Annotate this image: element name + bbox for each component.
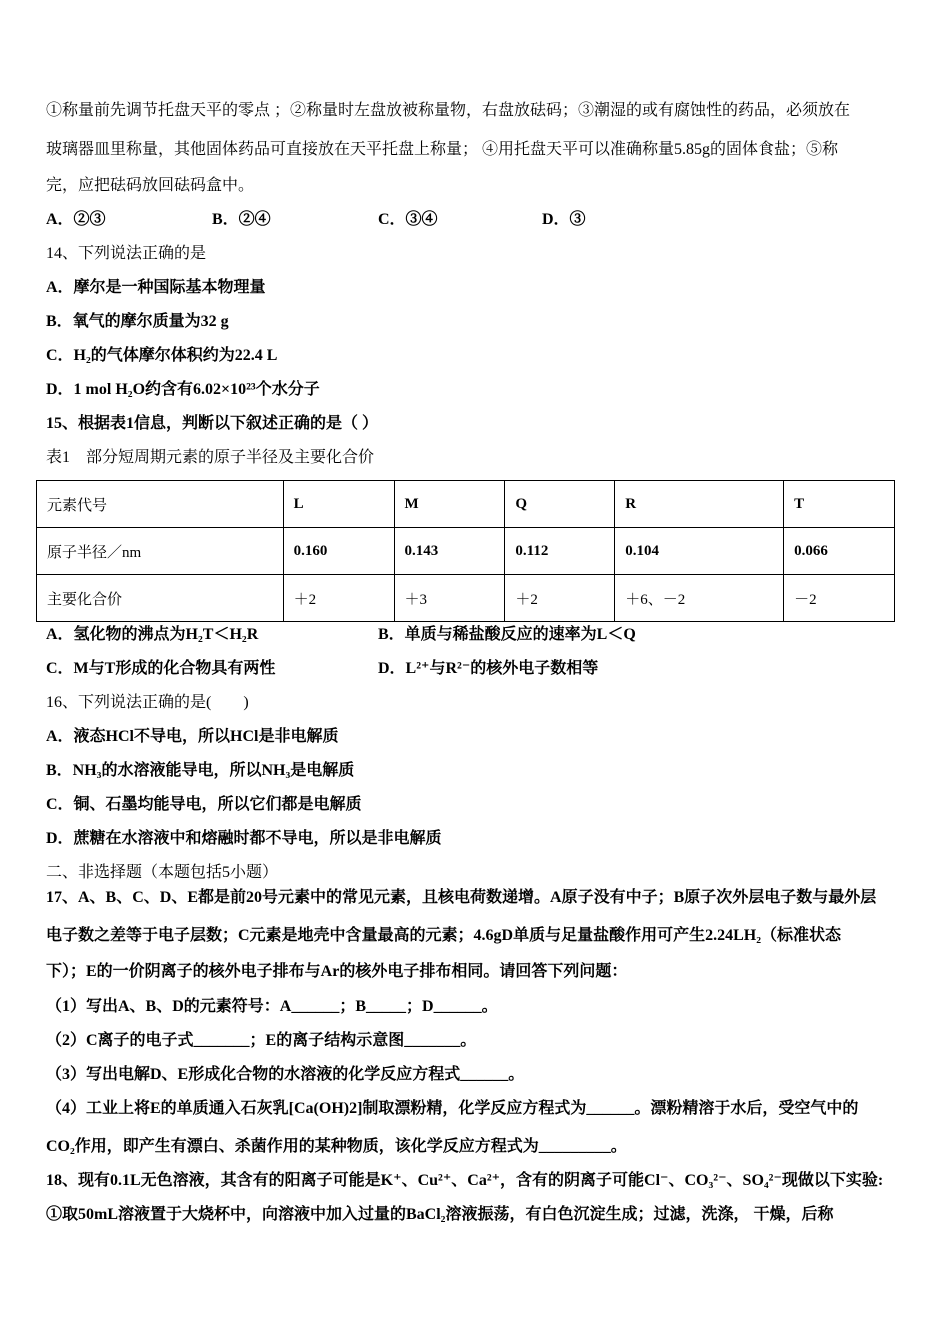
q13-option-d: D．③	[542, 211, 586, 228]
table-cell: ＋2	[283, 575, 394, 622]
q17-subquestion: （1）写出A、B、D的元素符号：A______；B_____；D______。	[46, 998, 498, 1015]
element-table	[36, 480, 895, 622]
q15-stem: 15、根据表1信息，判断以下叙述正确的是（ ）	[46, 415, 379, 432]
q16-option-d: D．蔗糖在水溶液中和熔融时都不导电，所以是非电解质	[46, 830, 442, 847]
q15-option-a: A．氢化物的沸点为H₂T＜H₂R	[46, 626, 259, 643]
table-cell: 元素代号	[37, 481, 284, 528]
table-cell: ＋2	[505, 575, 615, 622]
q15-option-b: B．单质与稀盐酸反应的速率为L＜Q	[378, 626, 636, 643]
q16-option-c: C．铜、石墨均能导电，所以它们都是电解质	[46, 796, 362, 813]
q17-subquestion: CO₂作用，即产生有漂白、杀菌作用的某种物质，该化学反应方程式为_________。	[46, 1138, 627, 1155]
table-cell: 0.160	[283, 528, 394, 575]
q17-line: 下）；E的一价阴离子的核外电子排布与Ar的核外电子排布相同。请回答下列问题：	[46, 963, 628, 980]
table-cell: 0.143	[394, 528, 505, 575]
q18-line: 18、现有0.1L无色溶液，其含有的阳离子可能是K⁺、Cu²⁺、Ca²⁺，含有的阴离子可能Cl⁻、CO₃²⁻、SO₄²⁻现做以下实验:	[46, 1172, 884, 1189]
q17-subquestion: （3）写出电解D、E形成化合物的水溶液的化学反应方程式______。	[46, 1066, 525, 1083]
table-cell: T	[784, 481, 895, 528]
q14-option-b: B．氧气的摩尔质量为32 g	[46, 313, 229, 330]
q17-line: 17、A、B、C、D、E都是前20号元素中的常见元素，且核电荷数递增。A原子没有中子；B原子次外层电子数与最外层	[46, 889, 877, 906]
table-cell: R	[615, 481, 784, 528]
table-cell: M	[394, 481, 505, 528]
q14-option-a: A．摩尔是一种国际基本物理量	[46, 279, 266, 296]
q15-option-c: C．M与T形成的化合物具有两性	[46, 660, 276, 677]
table-cell: 原子半径／nm	[37, 528, 284, 575]
table-row	[37, 575, 895, 622]
table-row	[37, 481, 895, 528]
table-cell: －2	[784, 575, 895, 622]
table-cell: 0.104	[615, 528, 784, 575]
q13-line: 完，应把砝码放回砝码盒中。	[46, 177, 255, 194]
q17-subquestion: （2）C离子的电子式_______；E的离子结构示意图_______。	[46, 1032, 477, 1049]
table-cell: 0.112	[505, 528, 615, 575]
q13-line: ①称量前先调节托盘天平的零点 ；②称量时左盘放被称量物，右盘放砝码；③潮湿的或有腐蚀性的药品，必须放在	[46, 102, 851, 119]
table-cell: L	[283, 481, 394, 528]
q16-option-b: B．NH₃的水溶液能导电，所以NH₃是电解质	[46, 762, 355, 779]
section-heading: 二、非选择题（本题包括5小题）	[46, 864, 279, 881]
q14-stem: 14、下列说法正确的是	[46, 245, 207, 262]
table-cell: ＋3	[394, 575, 505, 622]
q13-line: 玻璃器皿里称量，其他固体药品可直接放在天平托盘上称量； ④用托盘天平可以准确称量5.85g的固体食盐；⑤称	[46, 141, 839, 158]
q15-option-d: D．L²⁺与R²⁻的核外电子数相等	[378, 660, 599, 677]
q14-option-c: C．H₂的气体摩尔体积约为22.4 L	[46, 347, 278, 364]
q17-line: 电子数之差等于电子层数；C元素是地壳中含量最高的元素；4.6gD单质与足量盐酸作用可产生2.24LH₂（标准状态	[46, 927, 842, 944]
table-cell: ＋6、－2	[615, 575, 784, 622]
table-cell: Q	[505, 481, 615, 528]
table-row	[37, 528, 895, 575]
table-cell: 主要化合价	[37, 575, 284, 622]
q18-line: ①取50mL溶液置于大烧杯中，向溶液中加入过量的BaCl₂溶液振荡，有白色沉淀生成；过滤，洗涤， 干燥，后称	[46, 1206, 834, 1223]
table-cell: 0.066	[784, 528, 895, 575]
q16-option-a: A．液态HCl不导电，所以HCl是非电解质	[46, 728, 339, 745]
q13-option-a: A．②③	[46, 211, 106, 228]
q17-subquestion: （4）工业上将E的单质通入石灰乳[Ca(OH)2]制取漂粉精，化学反应方程式为______。漂粉精溶于水后，受空气中的	[46, 1100, 859, 1117]
q14-option-d: D．1 mol H₂O约含有6.02×10²³个水分子	[46, 381, 320, 398]
q13-option-b: B．②④	[212, 211, 271, 228]
q13-option-c: C．③④	[378, 211, 438, 228]
table-caption: 表1 部分短周期元素的原子半径及主要化合价	[46, 449, 375, 466]
q16-stem: 16、下列说法正确的是( )	[46, 694, 249, 711]
